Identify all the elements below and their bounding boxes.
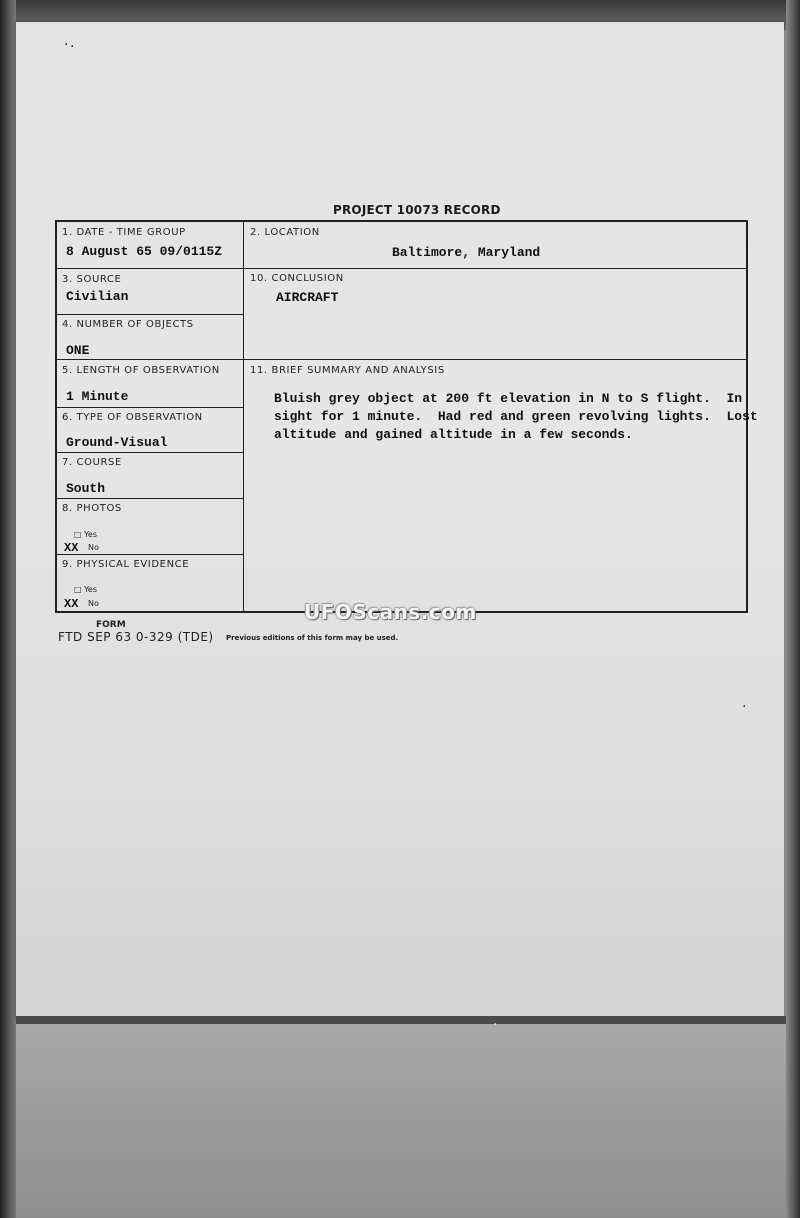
summary-text — [274, 390, 764, 444]
conclusion-value: AIRCRAFT — [276, 290, 339, 305]
scan-right-edge — [786, 0, 800, 1218]
row-divider — [56, 359, 748, 360]
column-divider — [243, 221, 244, 612]
paper-bottom-shadow — [16, 1016, 786, 1024]
row-divider — [56, 498, 243, 499]
course-label: 7. COURSE — [62, 457, 122, 468]
form-note: Previous editions of this form may be used. — [226, 634, 399, 642]
location-label: 2. LOCATION — [250, 227, 320, 238]
summary-line: sight for 1 minute. Had red and green revolving lights. Lost — [274, 409, 758, 424]
checkbox-icon: □ — [74, 530, 82, 539]
conclusion-label: 10. CONCLUSION — [250, 273, 344, 284]
physical-yes-label: Yes — [84, 585, 98, 594]
summary-line: Bluish grey object at 200 ft elevation in N to S flight. In — [274, 391, 743, 406]
physical-no-mark: XX — [64, 597, 79, 611]
form-title: PROJECT 10073 RECORD — [333, 203, 501, 217]
physical-yes-option — [74, 585, 97, 594]
watermark: UFOScans.com — [304, 600, 477, 624]
scan-left-edge — [0, 0, 16, 1218]
speck-mark: · — [70, 39, 75, 55]
date-time-value: 8 August 65 09/0115Z — [66, 244, 223, 259]
row-divider — [56, 554, 243, 555]
num-objects-label: 4. NUMBER OF OBJECTS — [62, 319, 194, 330]
photos-no-mark: XX — [64, 541, 79, 555]
physical-evidence-label: 9. PHYSICAL EVIDENCE — [62, 559, 190, 570]
type-obs-label: 6. TYPE OF OBSERVATION — [62, 412, 203, 423]
date-time-label: 1. DATE - TIME GROUP — [62, 227, 186, 238]
form-word: FORM — [96, 620, 126, 630]
course-value: South — [66, 481, 106, 496]
row-divider — [56, 407, 243, 408]
source-label: 3. SOURCE — [62, 274, 122, 285]
photos-yes-option — [74, 530, 97, 539]
source-value: Civilian — [66, 289, 129, 304]
photos-label: 8. PHOTOS — [62, 503, 122, 514]
num-objects-value: ONE — [66, 343, 90, 358]
type-obs-value: Ground-Visual — [66, 435, 168, 450]
length-obs-label: 5. LENGTH OF OBSERVATION — [62, 365, 220, 376]
photos-yes-label: Yes — [84, 530, 98, 539]
scan-background — [16, 1024, 786, 1218]
speck-mark: · — [493, 1017, 498, 1033]
length-obs-value: 1 Minute — [66, 389, 129, 404]
physical-no-label: No — [88, 599, 99, 608]
row-divider — [56, 268, 748, 269]
checkbox-icon: □ — [74, 585, 82, 594]
photos-no-label: No — [88, 543, 99, 552]
speck-mark: · — [64, 37, 69, 53]
speck-mark: · — [742, 699, 747, 715]
row-divider — [56, 314, 243, 315]
location-value: Baltimore, Maryland — [392, 245, 541, 260]
form-id: FTD SEP 63 0-329 (TDE) — [58, 630, 214, 644]
row-divider — [56, 452, 243, 453]
summary-line: altitude and gained altitude in a few seconds. — [274, 427, 633, 442]
summary-label: 11. BRIEF SUMMARY AND ANALYSIS — [250, 365, 445, 376]
